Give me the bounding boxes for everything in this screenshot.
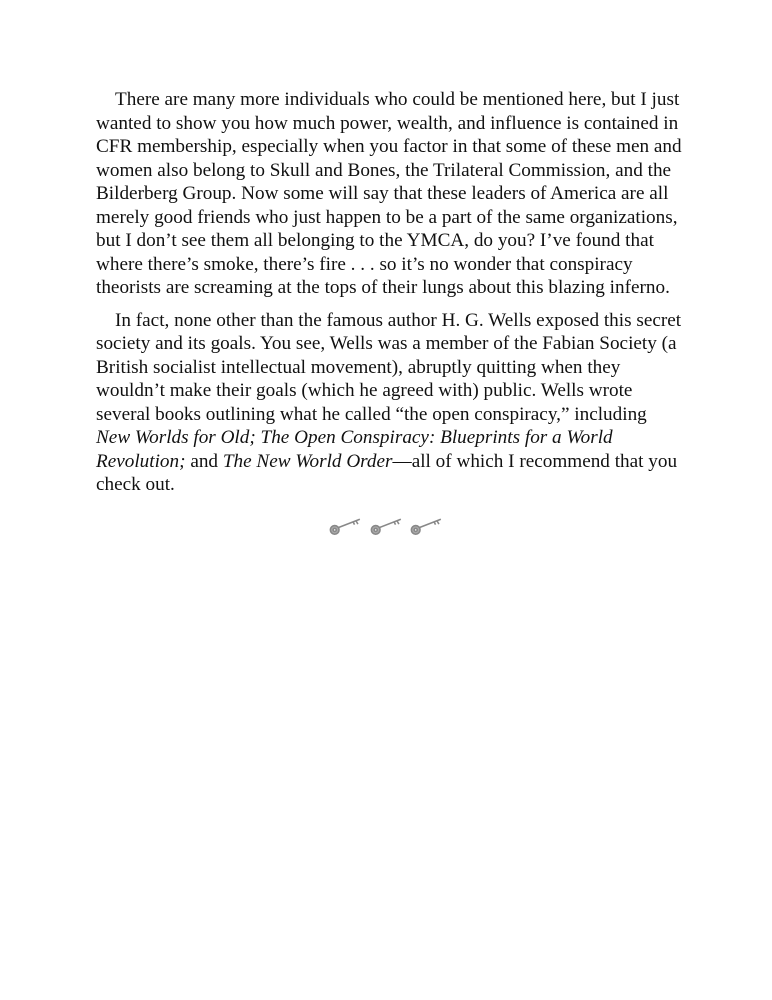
section-break-ornament	[326, 514, 446, 540]
text-line: theorists are screaming at the tops of their lungs about this blazing inferno.	[96, 277, 670, 298]
text-line	[96, 450, 676, 474]
text-line: society and its goals. You see, Wells was a member of the Fabian Society (a	[96, 333, 677, 354]
text-line: British socialist intellectual movement), abruptly quitting when they	[96, 356, 621, 378]
text-line: CFR membership, especially when you factor in that some of these men and	[96, 136, 682, 157]
text-line: where there’s smoke, there’s fire . . . so it’s no wonder that conspiracy	[96, 253, 633, 275]
text-fragment: —all of which I recommend that you	[392, 450, 678, 472]
book-title: Revolution;	[96, 450, 186, 472]
text-line: In fact, none other than the famous author H. G. Wells exposed this secret	[115, 309, 682, 331]
text-line: There are many more individuals who could be mentioned here, but I just	[115, 89, 680, 110]
book-title: New Worlds for Old; The Open Conspiracy: Blueprints for a World	[96, 427, 613, 448]
paragraph-1	[96, 88, 682, 300]
text-line: Bilderberg Group. Now some will say that these leaders of America are all	[96, 183, 669, 204]
key-icon	[326, 514, 365, 540]
text-line: several books outlining what he called “the open conspiracy,” including	[96, 403, 647, 425]
book-title: The New World Order	[222, 450, 393, 472]
key-icon	[367, 514, 406, 540]
text-line: merely good friends who just happen to be a part of the same organizations,	[96, 206, 678, 228]
document-page	[96, 88, 682, 506]
text-line: women also belong to Skull and Bones, the Trilateral Commission, and the	[96, 159, 672, 181]
text-fragment: and	[185, 450, 223, 472]
text-line: but I don’t see them all belonging to the YMCA, do you? I’ve found that	[96, 230, 654, 251]
text-line: check out.	[96, 474, 175, 495]
key-icon	[407, 514, 446, 540]
text-line: wanted to show you how much power, wealth, and influence is contained in	[96, 112, 679, 134]
text-line	[96, 426, 676, 450]
text-line: wouldn’t make their goals (which he agreed with) public. Wells wrote	[96, 380, 633, 401]
paragraph-2	[96, 309, 682, 497]
